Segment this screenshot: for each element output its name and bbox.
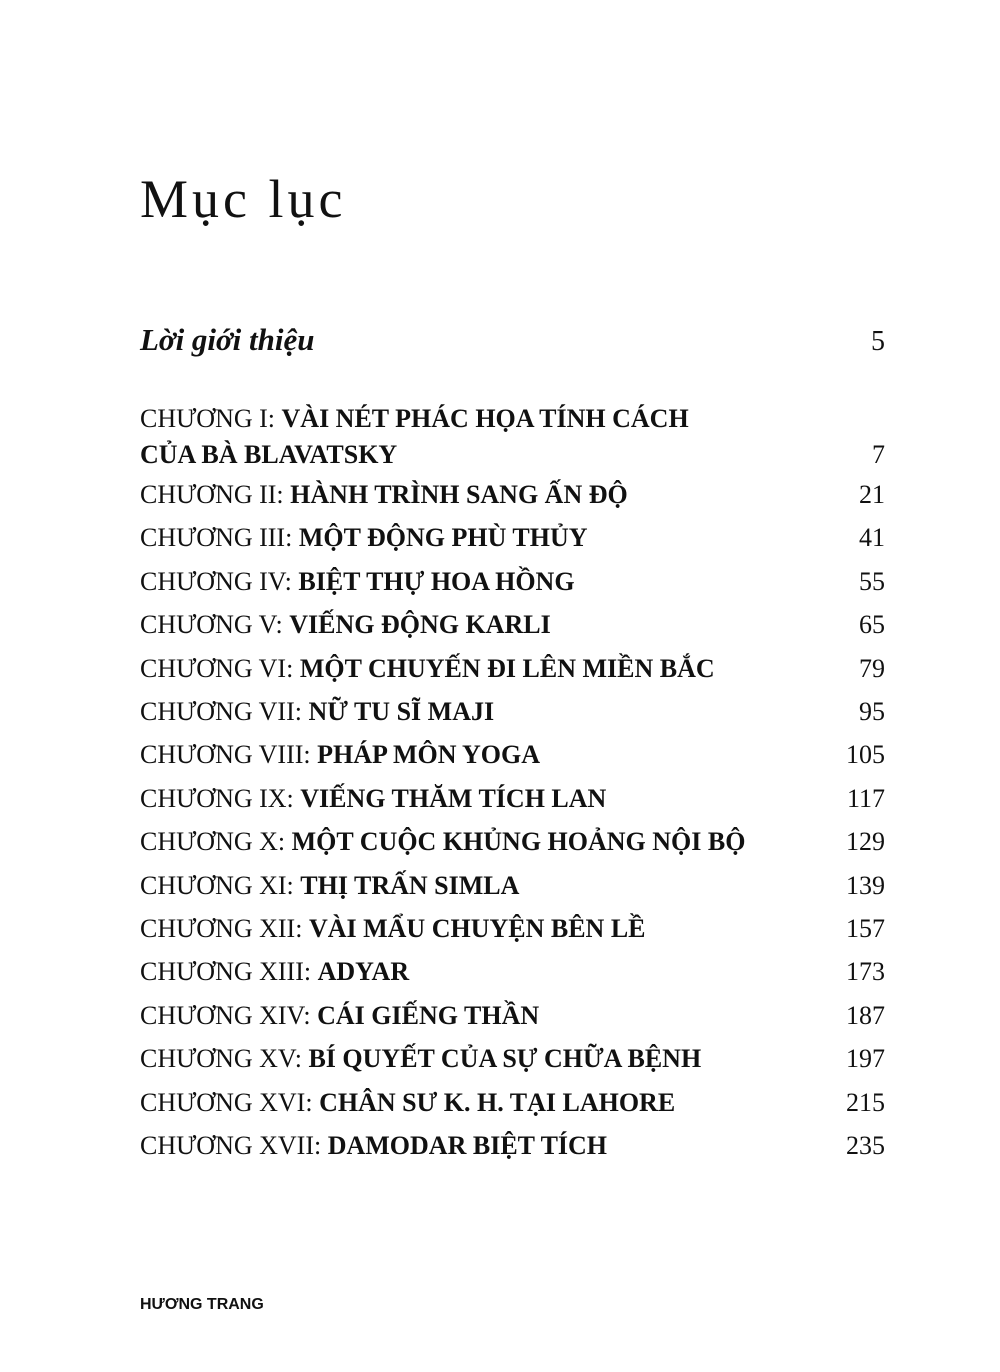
chapter-page-number: 129 (846, 827, 885, 857)
chapter-title: MỘT CHUYẾN ĐI LÊN MIỀN BẮC (299, 653, 715, 683)
chapter-title-continued: CỦA BÀ BLAVATSKY (140, 440, 398, 469)
chapter-title: VIẾNG THĂM TÍCH LAN (300, 783, 607, 813)
chapter-title: VÀI NÉT PHÁC HỌA TÍNH CÁCH (281, 404, 689, 433)
toc-entry (140, 864, 885, 907)
toc-entry (140, 647, 885, 690)
chapter-title: BIỆT THỰ HOA HỒNG (298, 566, 575, 596)
toc-entry (140, 690, 885, 733)
chapter-label: CHƯƠNG I: (140, 404, 282, 433)
chapter-title: ADYAR (317, 957, 410, 987)
chapter-title: THỊ TRẤN SIMLA (300, 870, 520, 900)
chapter-label: CHƯƠNG IX: (140, 783, 301, 813)
chapter-page-number: 41 (859, 523, 885, 553)
page-title: Mục lục (140, 169, 347, 229)
chapter-title: VIẾNG ĐỘNG KARLI (289, 610, 551, 640)
chapter-title: MỘT CUỘC KHỦNG HOẢNG NỘI BỘ (291, 827, 746, 857)
chapter-page-number: 139 (846, 870, 885, 900)
chapter-page-number: 79 (859, 653, 885, 683)
chapter-page-number: 21 (859, 480, 885, 509)
chapter-title: HÀNH TRÌNH SANG ẤN ĐỘ (290, 480, 628, 509)
chapter-label: CHƯƠNG VIII: (140, 740, 318, 770)
chapter-page-number: 157 (846, 914, 885, 944)
table-of-contents (140, 401, 885, 1168)
toc-entry (140, 994, 885, 1037)
chapter-label: CHƯƠNG X: (140, 827, 292, 857)
toc-entry (140, 1081, 885, 1124)
toc-entry (140, 473, 885, 516)
chapter-page-number: 215 (846, 1087, 885, 1117)
chapter-page-number: 197 (846, 1044, 885, 1074)
chapter-label: CHƯƠNG XVII: (140, 1131, 328, 1161)
chapter-title: CHÂN SƯ K. H. TẠI LAHORE (319, 1087, 676, 1117)
toc-entry (140, 401, 885, 473)
chapter-label: CHƯƠNG IV: (140, 566, 299, 596)
chapter-label: CHƯƠNG III: (140, 523, 299, 553)
chapter-page-number: 173 (846, 957, 885, 987)
toc-entry (140, 603, 885, 646)
chapter-title: PHÁP MÔN YOGA (317, 740, 541, 770)
chapter-page-number: 7 (872, 440, 885, 469)
toc-intro-row (140, 322, 885, 358)
chapter-title: NỮ TU SĨ MAJI (308, 697, 495, 727)
toc-entry (140, 733, 885, 776)
chapter-page-number: 55 (859, 566, 885, 596)
chapter-title: DAMODAR BIỆT TÍCH (327, 1131, 608, 1161)
intro-page-number: 5 (871, 326, 885, 357)
chapter-page-number: 105 (846, 740, 885, 770)
chapter-label: CHƯƠNG II: (140, 480, 291, 509)
chapter-page-number: 65 (859, 610, 885, 640)
chapter-label: CHƯƠNG VII: (140, 697, 309, 727)
chapter-label: CHƯƠNG V: (140, 610, 290, 640)
publisher-footer: HƯƠNG TRANG (140, 1296, 264, 1313)
chapter-label: CHƯƠNG XIV: (140, 1000, 318, 1030)
chapter-title: CÁI GIẾNG THẦN (317, 1000, 540, 1030)
toc-entry (140, 560, 885, 603)
chapter-label: CHƯƠNG XVI: (140, 1087, 320, 1117)
chapter-page-number: 117 (846, 783, 885, 813)
intro-title: Lời giới thiệu (140, 322, 315, 357)
chapter-label: CHƯƠNG XII: (140, 914, 309, 944)
toc-entry-text (140, 401, 689, 473)
toc-entry (140, 820, 885, 863)
toc-entry (140, 777, 885, 820)
chapter-title: VÀI MẨU CHUYỆN BÊN LỀ (308, 914, 646, 944)
toc-entry (140, 1037, 885, 1080)
chapter-page-number: 187 (846, 1000, 885, 1030)
chapter-title: BÍ QUYẾT CỦA SỰ CHỮA BỆNH (308, 1044, 702, 1074)
toc-entry (140, 1124, 885, 1167)
toc-entry (140, 907, 885, 950)
chapter-page-number: 95 (859, 697, 885, 727)
chapter-title: MỘT ĐỘNG PHÙ THỦY (298, 523, 588, 553)
chapter-label: CHƯƠNG XI: (140, 870, 301, 900)
toc-entry (140, 950, 885, 993)
chapter-label: CHƯƠNG XIII: (140, 957, 318, 987)
chapter-page-number: 235 (846, 1131, 885, 1161)
chapter-label: CHƯƠNG XV: (140, 1044, 309, 1074)
chapter-label: CHƯƠNG VI: (140, 653, 300, 683)
toc-entry (140, 516, 885, 559)
